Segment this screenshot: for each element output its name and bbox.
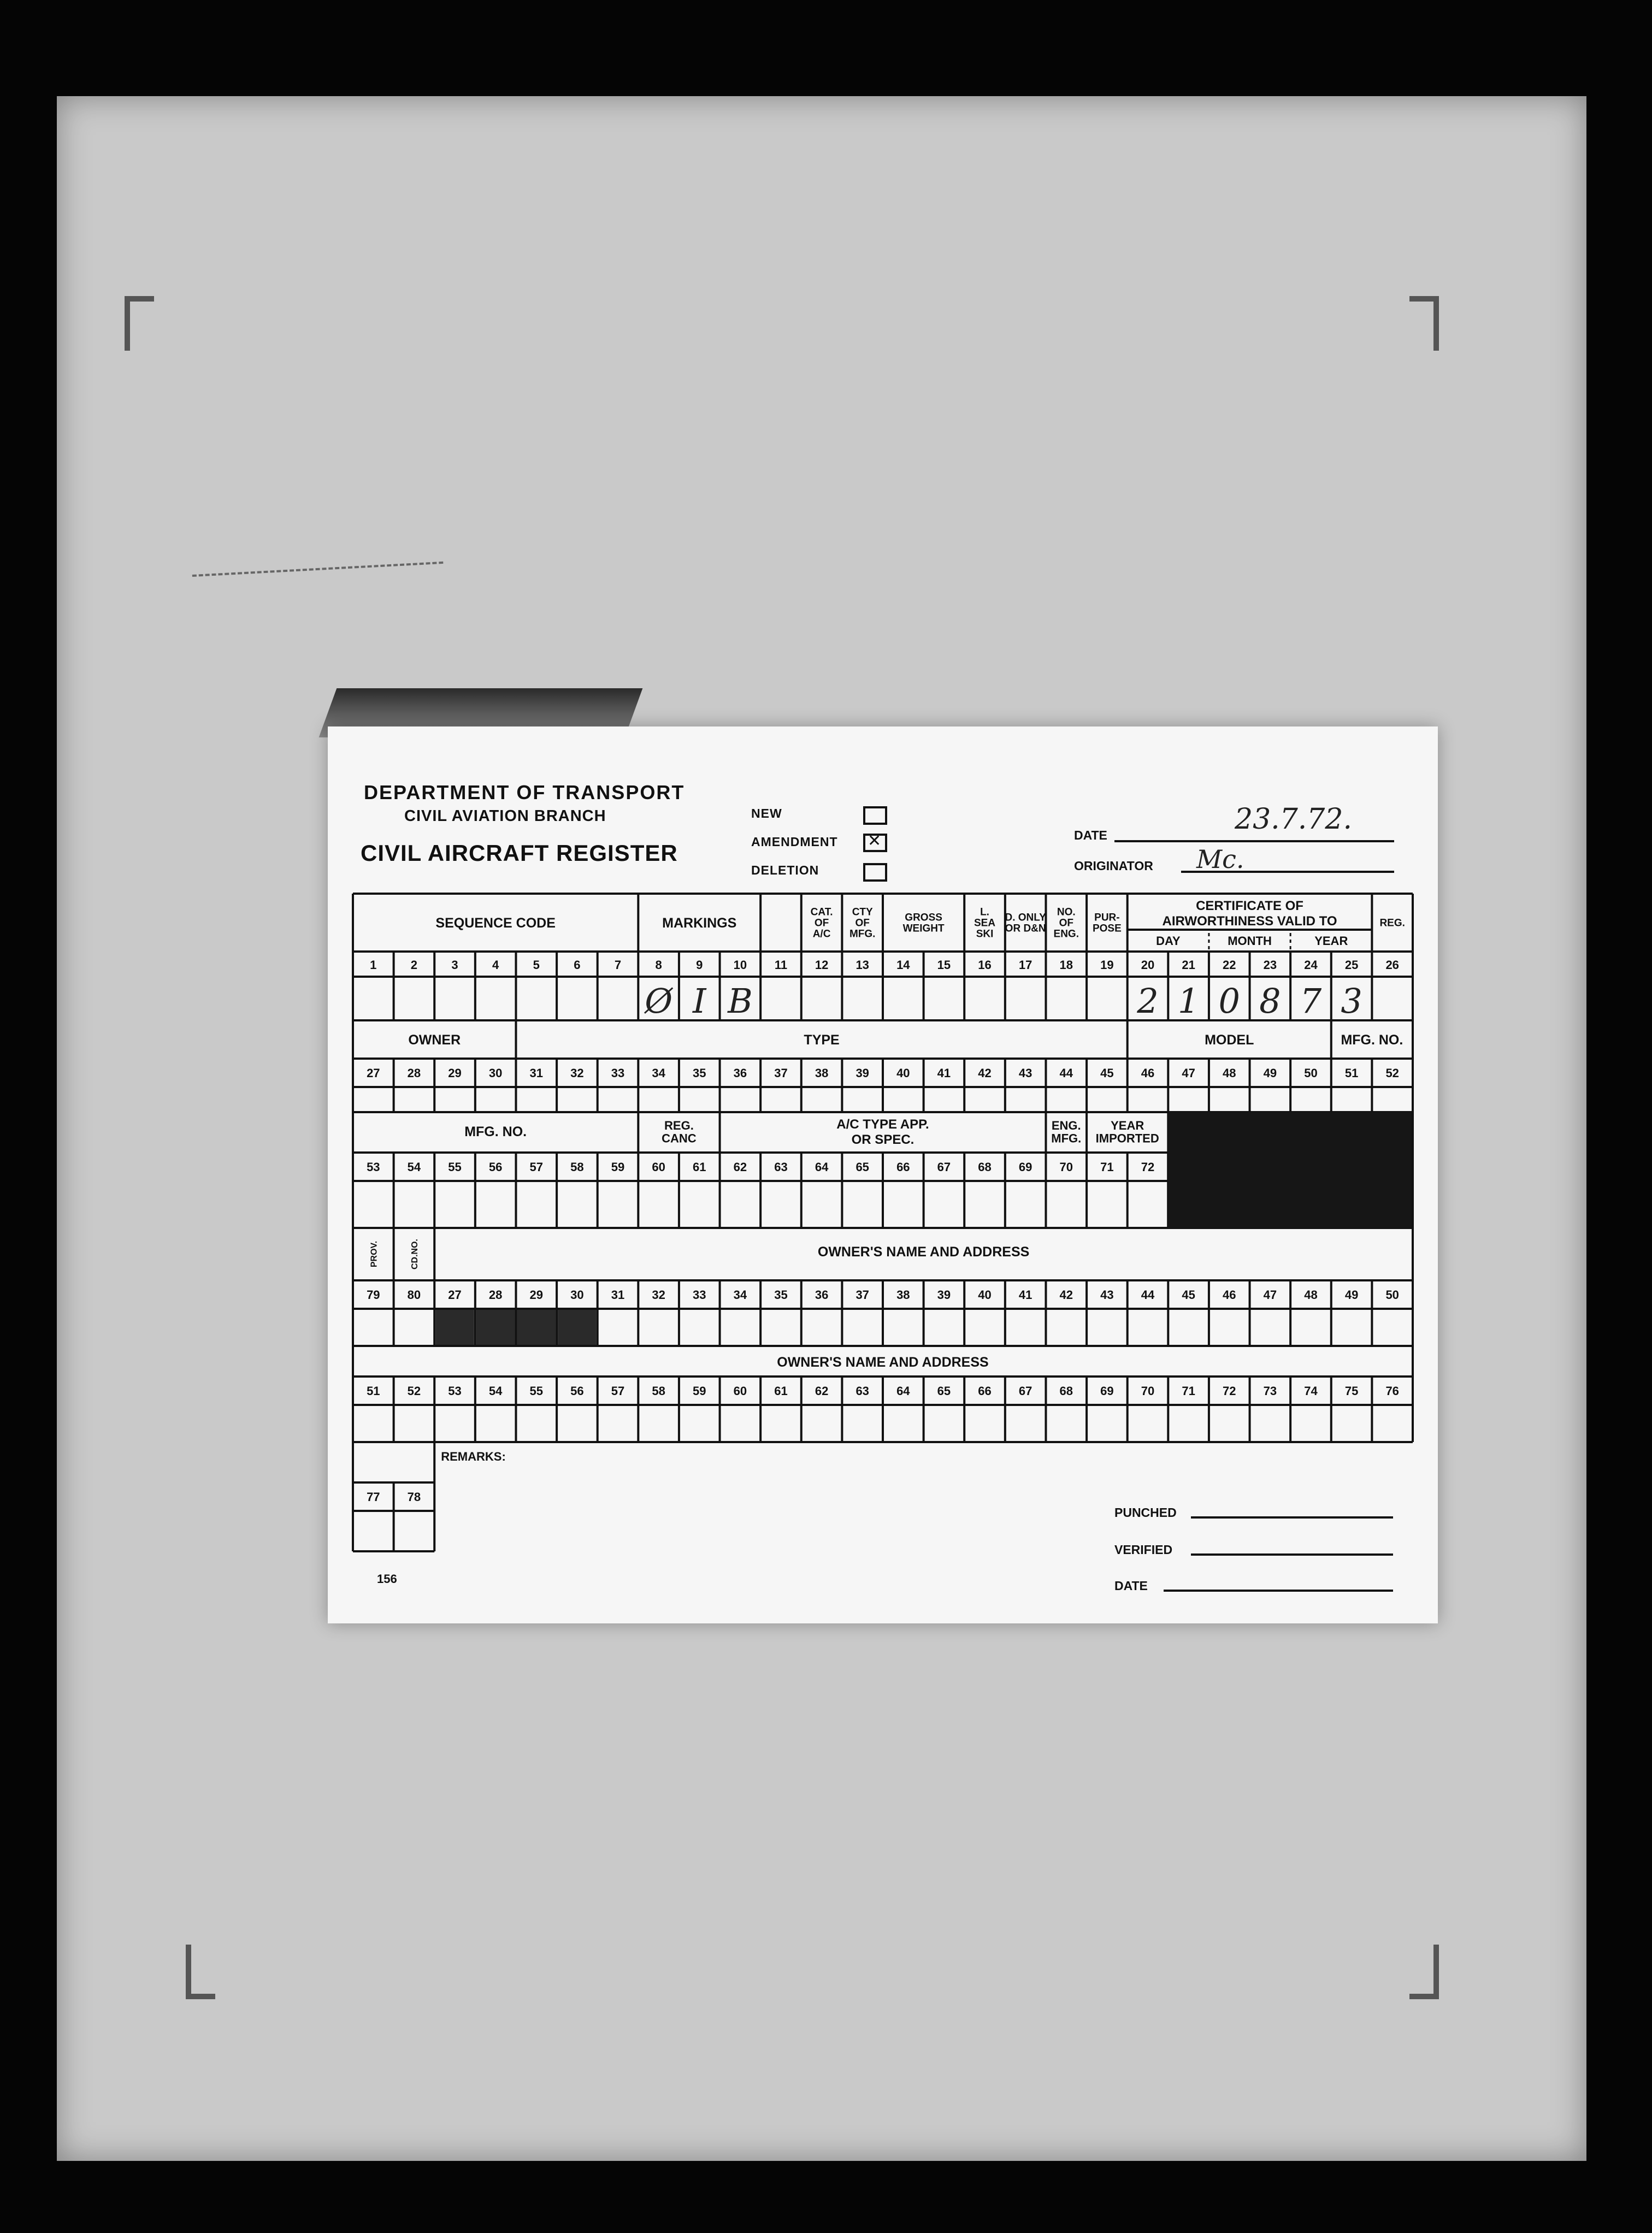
column-number: 76 [1385, 1384, 1399, 1398]
entry-cell-21[interactable]: 1 [1177, 981, 1200, 1021]
column-number: 22 [1222, 958, 1236, 972]
column-number: 24 [1304, 958, 1318, 972]
column-number: 9 [696, 958, 703, 972]
column-number: 29 [529, 1288, 544, 1302]
header-cty-of-mfg-: CTY [852, 906, 873, 918]
column-number: 55 [529, 1384, 544, 1398]
column-number: 69 [1100, 1384, 1114, 1398]
column-number: 52 [407, 1384, 421, 1398]
originator-label: ORIGINATOR [1074, 859, 1153, 873]
column-number: 23 [1263, 958, 1277, 972]
originator-value[interactable]: Mc. [1196, 844, 1244, 874]
column-number: 10 [733, 958, 747, 972]
column-number: 3 [451, 958, 458, 972]
column-number: 70 [1059, 1160, 1073, 1174]
header-cty-of-mfg-: OF [855, 917, 870, 929]
header-d-only-or-d&n: OR D&N [1005, 923, 1046, 935]
column-number: 54 [488, 1384, 503, 1398]
column-number: 42 [1059, 1288, 1073, 1302]
column-number: 64 [896, 1384, 910, 1398]
column-number: 57 [611, 1384, 625, 1398]
column-number: 59 [692, 1384, 706, 1398]
column-number: 62 [733, 1160, 747, 1174]
header-type: TYPE [804, 1032, 840, 1048]
column-number: 56 [570, 1384, 584, 1398]
header-cat-of-a-c: OF [814, 917, 829, 929]
column-number: 27 [367, 1066, 380, 1080]
header-pur-pose: PUR- [1094, 912, 1120, 924]
column-number: 44 [1059, 1066, 1073, 1080]
column-number: 66 [978, 1384, 992, 1398]
column-number: 41 [937, 1066, 951, 1080]
column-number: 39 [937, 1288, 951, 1302]
column-number: 19 [1100, 958, 1114, 972]
column-number: 32 [570, 1066, 584, 1080]
entry-cell-24[interactable]: 7 [1300, 981, 1322, 1021]
header-eng-mfg-: ENG. [1051, 1119, 1081, 1133]
header-gross-weight: WEIGHT [902, 923, 945, 935]
column-number: 13 [856, 958, 869, 972]
date-value[interactable]: 23.7.72. [1235, 803, 1353, 836]
header-markings: MARKINGS [662, 915, 737, 931]
header-year-imported: YEAR [1111, 1119, 1144, 1133]
crop-mark-bottom-right [1409, 1945, 1439, 1999]
column-number: 52 [1385, 1066, 1399, 1080]
entry-cell-8[interactable]: Ø [645, 981, 673, 1021]
column-number: 58 [652, 1384, 665, 1398]
header-l-sea-ski: L. [980, 906, 989, 918]
column-number: 65 [937, 1384, 951, 1398]
crop-mark-top-right [1409, 296, 1439, 351]
verified-label: VERIFIED [1114, 1543, 1173, 1557]
department-title: DEPARTMENT OF TRANSPORT [364, 781, 685, 804]
side-label-cd-no: CD.NO. [410, 1239, 420, 1269]
register-title: CIVIL AIRCRAFT REGISTER [361, 840, 678, 866]
column-number: 42 [978, 1066, 992, 1080]
header-cty-of-mfg-: MFG. [849, 928, 876, 940]
header-ac-type: OR SPEC. [851, 1132, 914, 1147]
column-number: 40 [978, 1288, 992, 1302]
punched-label: PUNCHED [1114, 1505, 1177, 1520]
column-number: 25 [1344, 958, 1359, 972]
header-d-only-or-d&n: D. ONLY [1005, 912, 1046, 924]
register-card [328, 726, 1438, 1623]
header-airworthiness: AIRWORTHINESS VALID TO [1162, 914, 1337, 929]
punched-line [1191, 1516, 1393, 1519]
form-number: 156 [377, 1572, 397, 1586]
column-number: 5 [533, 958, 540, 972]
column-number: 49 [1263, 1066, 1277, 1080]
column-number: 56 [488, 1160, 503, 1174]
column-number: 55 [448, 1160, 462, 1174]
column-number: 69 [1018, 1160, 1032, 1174]
header-owners-name-address-2: OWNER'S NAME AND ADDRESS [777, 1355, 989, 1370]
header-year-imported: IMPORTED [1095, 1131, 1159, 1145]
entry-cell-9[interactable]: I [692, 981, 706, 1021]
column-number: 36 [815, 1288, 829, 1302]
column-number: 64 [815, 1160, 829, 1174]
column-number: 63 [856, 1384, 869, 1398]
column-number: 15 [937, 958, 951, 972]
option-amendment-label: AMENDMENT [751, 835, 838, 849]
entry-cell-23[interactable]: 8 [1259, 981, 1281, 1021]
column-number: 57 [529, 1160, 544, 1174]
column-number: 49 [1344, 1288, 1359, 1302]
column-number: 17 [1018, 958, 1032, 972]
column-number: 4 [492, 958, 499, 972]
column-number: 34 [652, 1066, 665, 1080]
column-number: 68 [1059, 1384, 1073, 1398]
column-number: 53 [448, 1384, 462, 1398]
column-number: 33 [611, 1066, 625, 1080]
column-number: 60 [733, 1384, 747, 1398]
header-airworthiness: CERTIFICATE OF [1196, 899, 1303, 913]
option-new-label: NEW [751, 806, 782, 820]
column-number: 27 [448, 1288, 462, 1302]
column-number: 43 [1018, 1066, 1032, 1080]
column-number: 47 [1182, 1066, 1195, 1080]
column-number: 47 [1263, 1288, 1277, 1302]
column-number: 67 [937, 1160, 951, 1174]
header-reg-canc: REG. [664, 1119, 694, 1133]
column-number: 48 [1304, 1288, 1318, 1302]
column-number: 54 [407, 1160, 421, 1174]
column-number: 43 [1100, 1288, 1114, 1302]
header-airworthiness-year: YEAR [1314, 934, 1348, 948]
column-number: 30 [570, 1288, 584, 1302]
column-number: 67 [1018, 1384, 1032, 1398]
header-cat-of-a-c: CAT. [810, 906, 833, 918]
column-number: 14 [896, 958, 910, 972]
header-owner: OWNER [408, 1032, 461, 1048]
blocked-cell [558, 1310, 597, 1345]
column-number: 79 [367, 1288, 380, 1302]
column-number: 74 [1304, 1384, 1318, 1398]
column-number: 44 [1141, 1288, 1155, 1302]
column-number: 18 [1059, 958, 1073, 972]
header-mfg-no-: MFG. NO. [1341, 1032, 1403, 1048]
column-number: 28 [407, 1066, 421, 1080]
column-number: 41 [1018, 1288, 1032, 1302]
column-number: 8 [655, 958, 662, 972]
column-number: 72 [1141, 1160, 1155, 1174]
date-label: DATE [1074, 828, 1107, 842]
header-owners-name-address: OWNER'S NAME AND ADDRESS [817, 1244, 1030, 1260]
column-number: 35 [774, 1288, 788, 1302]
verified-line [1191, 1553, 1393, 1556]
column-number: 33 [692, 1288, 706, 1302]
header-cat-of-a-c: A/C [812, 928, 831, 940]
header-l-sea-ski: SEA [974, 917, 996, 929]
crop-mark-bottom-left [186, 1945, 215, 1999]
column-number: 50 [1385, 1288, 1399, 1302]
column-number: 37 [856, 1288, 869, 1302]
column-number: 32 [652, 1288, 665, 1302]
column-number: 31 [611, 1288, 625, 1302]
entry-cell-25[interactable]: 3 [1341, 981, 1362, 1021]
crop-mark-top-left [125, 296, 154, 351]
entry-cell-10[interactable]: B [728, 981, 753, 1021]
column-number: 37 [774, 1066, 788, 1080]
column-number: 61 [692, 1160, 706, 1174]
header-reg-canc: CANC [662, 1131, 697, 1145]
column-number: 28 [488, 1288, 503, 1302]
column-number: 51 [1344, 1066, 1359, 1080]
column-number: 2 [410, 958, 418, 972]
column-number: 12 [815, 958, 829, 972]
column-number: 72 [1222, 1384, 1236, 1398]
header-gross-weight: GROSS [905, 912, 942, 924]
column-number: 61 [774, 1384, 788, 1398]
column-number: 71 [1100, 1160, 1114, 1174]
column-number: 60 [652, 1160, 665, 1174]
column-number: 34 [733, 1288, 747, 1302]
column-number: 51 [367, 1384, 380, 1398]
column-number: 29 [448, 1066, 462, 1080]
header-pur-pose: POSE [1092, 923, 1122, 935]
header-sequence-code: SEQUENCE CODE [435, 915, 556, 931]
column-number: 7 [614, 958, 622, 972]
entry-cell-22[interactable]: 0 [1218, 981, 1240, 1021]
column-number: 50 [1304, 1066, 1318, 1080]
header-no-of-eng-: OF [1059, 917, 1073, 929]
column-number: 63 [774, 1160, 788, 1174]
column-number: 59 [611, 1160, 625, 1174]
header-l-sea-ski: SKI [976, 928, 994, 940]
column-number: 65 [856, 1160, 869, 1174]
column-number: 16 [978, 958, 992, 972]
column-number: 38 [896, 1288, 910, 1302]
column-number: 40 [896, 1066, 910, 1080]
branch-title: CIVIL AVIATION BRANCH [404, 807, 606, 825]
column-number: 11 [774, 958, 788, 972]
column-number: 35 [692, 1066, 706, 1080]
footer-date-label: DATE [1114, 1579, 1148, 1593]
column-number: 31 [529, 1066, 544, 1080]
column-number: 80 [407, 1288, 421, 1302]
header-airworthiness-month: MONTH [1228, 934, 1272, 948]
blocked-cell [517, 1310, 556, 1345]
column-number: 75 [1344, 1384, 1359, 1398]
register-grid [328, 726, 1438, 1623]
column-number: 62 [815, 1384, 829, 1398]
column-number: 78 [407, 1490, 421, 1504]
blocked-cell [476, 1310, 515, 1345]
column-number: 21 [1182, 958, 1195, 972]
column-number: 38 [815, 1066, 829, 1080]
remarks-label: REMARKS: [441, 1450, 506, 1463]
column-number: 45 [1100, 1066, 1114, 1080]
header-mfg-no: MFG. NO. [464, 1124, 527, 1139]
column-number: 71 [1182, 1384, 1195, 1398]
column-number: 30 [488, 1066, 503, 1080]
blocked-area [1168, 1112, 1413, 1228]
column-number: 20 [1141, 958, 1155, 972]
column-number: 66 [896, 1160, 910, 1174]
column-number: 53 [367, 1160, 380, 1174]
side-label-prov: PROV. [369, 1240, 379, 1268]
header-airworthiness-day: DAY [1156, 934, 1181, 948]
column-number: 48 [1222, 1066, 1236, 1080]
column-number: 45 [1182, 1288, 1195, 1302]
column-number: 26 [1385, 958, 1399, 972]
column-number: 68 [978, 1160, 992, 1174]
blocked-cell [435, 1310, 474, 1345]
header-reg-: REG. [1379, 917, 1405, 929]
header-model: MODEL [1205, 1032, 1254, 1048]
header-no-of-eng-: NO. [1057, 906, 1076, 918]
column-number: 58 [570, 1160, 584, 1174]
header-no-of-eng-: ENG. [1053, 928, 1079, 940]
entry-cell-20[interactable]: 2 [1137, 981, 1159, 1021]
column-number: 39 [856, 1066, 869, 1080]
column-number: 70 [1141, 1384, 1155, 1398]
column-number: 46 [1141, 1066, 1155, 1080]
column-number: 1 [370, 958, 377, 972]
column-number: 6 [574, 958, 581, 972]
column-number: 46 [1222, 1288, 1236, 1302]
option-deletion-label: DELETION [751, 863, 819, 877]
header-ac-type: A/C TYPE APP. [836, 1117, 929, 1132]
column-number: 36 [733, 1066, 747, 1080]
column-number: 73 [1263, 1384, 1277, 1398]
column-number: 77 [367, 1490, 380, 1504]
footer-date-line [1164, 1590, 1393, 1592]
header-eng-mfg-: MFG. [1051, 1131, 1082, 1145]
